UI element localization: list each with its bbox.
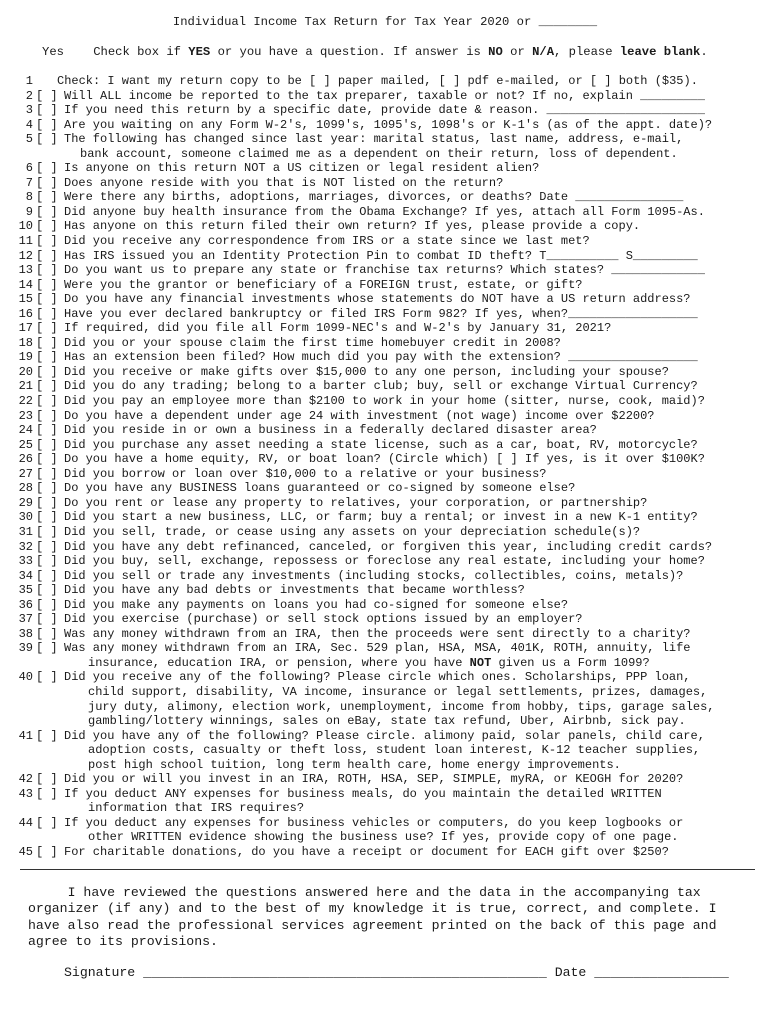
yes-checkbox[interactable]: [ ] xyxy=(36,452,58,467)
question-text: Did you make any payments on loans you had co-signed for someone else? xyxy=(64,597,569,612)
question-number: 40 xyxy=(18,670,33,685)
question-number: 7 xyxy=(25,175,33,190)
yes-checkbox[interactable]: [ ] xyxy=(36,190,58,205)
question-number: 14 xyxy=(18,277,33,292)
yes-checkbox[interactable]: [ ] xyxy=(36,626,58,641)
yes-checkbox[interactable]: [ ] xyxy=(36,437,58,452)
question-row-continuation xyxy=(16,656,761,671)
question-row-continuation xyxy=(16,830,761,845)
yes-checkbox[interactable]: [ ] xyxy=(36,408,58,423)
question-text: The following has changed since last year: marital status, last name, address, e-mail, xyxy=(64,132,684,147)
question-row xyxy=(16,118,761,133)
question-text: post high school tuition, long term health care, home energy improvements. xyxy=(88,757,621,772)
question-row xyxy=(16,249,761,264)
question-number: 30 xyxy=(18,510,33,525)
question-row xyxy=(16,816,761,831)
question-number: 26 xyxy=(18,452,33,467)
question-number: 11 xyxy=(18,234,33,249)
instructions-text: . xyxy=(700,45,708,59)
question-number: 2 xyxy=(25,88,33,103)
question-row xyxy=(16,540,761,555)
question-row-continuation xyxy=(16,147,761,162)
question-number: 22 xyxy=(18,394,33,409)
question-number: 37 xyxy=(18,612,33,627)
yes-checkbox[interactable]: [ ] xyxy=(36,350,58,365)
question-row xyxy=(16,307,761,322)
question-number: 1 xyxy=(25,74,33,88)
question-row xyxy=(16,190,761,205)
na-bold-text: N/A xyxy=(532,45,555,59)
question-text: Has anyone on this return filed their own return? If yes, please provide a copy. xyxy=(64,219,641,234)
yes-checkbox[interactable]: [ ] xyxy=(36,292,58,307)
question-number: 27 xyxy=(18,466,33,481)
question-text: Do you have a dependent under age 24 with investment (not wage) income over $2200? xyxy=(64,408,655,423)
question-text: Did you purchase any asset needing a state license, such as a car, boat, RV, motorcycle? xyxy=(64,437,698,452)
question-text: Was any money withdrawn from an IRA, then the proceeds were sent directly to a charity? xyxy=(64,626,691,641)
question-number: 45 xyxy=(18,844,33,859)
question-row xyxy=(16,496,761,511)
not-bold-text: NOT xyxy=(469,655,492,670)
question-number: 42 xyxy=(18,772,33,787)
instructions-text: Check box if xyxy=(93,45,189,59)
question-text: Do you have a home equity, RV, or boat loan? (Circle which) [ ] If yes, is it over $100K? xyxy=(64,452,705,467)
yes-checkbox[interactable]: [ ] xyxy=(36,423,58,438)
question-text: Did you receive or make gifts over $15,000 to any one person, including your spouse? xyxy=(64,364,669,379)
question-number: 41 xyxy=(18,728,33,743)
question-row xyxy=(16,263,761,278)
yes-checkbox[interactable]: [ ] xyxy=(36,277,58,292)
yes-checkbox[interactable]: [ ] xyxy=(36,524,58,539)
question-row xyxy=(16,365,761,380)
yes-bold-text: YES xyxy=(188,45,211,59)
question-text: Did you buy, sell, exchange, repossess or foreclose any real estate, including your home? xyxy=(64,554,705,569)
yes-checkbox[interactable]: [ ] xyxy=(36,117,58,132)
question-text: Did you reside in or own a business in a federally declared disaster area? xyxy=(64,423,597,438)
question-text: Will ALL income be reported to the tax preparer, taxable or not? If no, explain _________ xyxy=(64,88,705,103)
yes-checkbox[interactable]: [ ] xyxy=(36,772,58,787)
question-number: 10 xyxy=(18,219,33,234)
question-number: 6 xyxy=(25,161,33,176)
question-number: 17 xyxy=(18,321,33,336)
yes-checkbox[interactable]: [ ] xyxy=(36,612,58,627)
form-title: Individual Income Tax Return for Tax Year 2020 or ________ xyxy=(172,15,598,29)
question-number: 20 xyxy=(18,364,33,379)
question-number: 31 xyxy=(18,524,33,539)
question-row-continuation xyxy=(16,801,761,816)
question-row xyxy=(16,467,761,482)
question-number: 43 xyxy=(18,786,33,801)
yes-checkbox[interactable]: [ ] xyxy=(36,554,58,569)
yes-checkbox[interactable]: [ ] xyxy=(36,481,58,496)
question-row xyxy=(16,845,761,860)
signature-label: Signature xyxy=(64,965,136,980)
yes-checkbox[interactable]: [ ] xyxy=(36,103,58,118)
question-text: If you deduct ANY expenses for business meals, do you maintain the detailed WRITTEN xyxy=(64,786,662,801)
question-text: Have you ever declared bankruptcy or filed IRS Form 982? If yes, when?__________________ xyxy=(64,306,698,321)
yes-checkbox[interactable]: [ ] xyxy=(36,510,58,525)
question-text: Did you have any of the following? Please circle. alimony paid, solar panels, child care, xyxy=(64,728,705,743)
signature-line xyxy=(64,965,729,980)
question-number: 25 xyxy=(18,437,33,452)
question-text: Did you pay an employee more than $2100 to work in your home (sitter, nurse, cook, maid)? xyxy=(64,394,705,409)
question-number: 34 xyxy=(18,568,33,583)
question-number: 36 xyxy=(18,597,33,612)
question-text: Were there any births, adoptions, marriages, divorces, or deaths? Date _______________ xyxy=(64,190,684,205)
question-row xyxy=(16,598,761,613)
question-text: Has an extension been filed? How much did you pay with the extension? __________________ xyxy=(64,350,698,365)
question-text: insurance, education IRA, or pension, where you have NOT given us a Form 1099? xyxy=(88,655,650,670)
question-row xyxy=(16,510,761,525)
question-text: Did you exercise (purchase) or sell stock options issued by an employer? xyxy=(64,612,583,627)
question-text: Were you the grantor or beneficiary of a FOREIGN trust, estate, or gift? xyxy=(64,277,583,292)
yes-column-label: Yes xyxy=(42,45,64,59)
yes-checkbox[interactable]: [ ] xyxy=(36,641,58,656)
question-row xyxy=(16,161,761,176)
no-bold-text: NO xyxy=(488,45,503,59)
question-row xyxy=(16,74,761,89)
question-row xyxy=(16,379,761,394)
question-number: 8 xyxy=(25,190,33,205)
question-text: Did you or will you invest in an IRA, ROTH, HSA, SEP, SIMPLE, myRA, or KEOGH for 2020? xyxy=(64,772,684,787)
yes-checkbox[interactable]: [ ] xyxy=(36,466,58,481)
question-row xyxy=(16,612,761,627)
question-number: 16 xyxy=(18,306,33,321)
question-row xyxy=(16,205,761,220)
yes-checkbox[interactable]: [ ] xyxy=(36,88,58,103)
question-text: Did you have any bad debts or investments that became worthless? xyxy=(64,583,525,598)
question-row-continuation xyxy=(16,743,761,758)
question-text: Is anyone on this return NOT a US citizen or legal resident alien? xyxy=(64,161,540,176)
question-number: 4 xyxy=(25,117,33,132)
instructions-line xyxy=(42,45,708,59)
question-row xyxy=(16,423,761,438)
question-row-continuation xyxy=(16,685,761,700)
acknowledgement-paragraph: I have reviewed the questions answered here and the data in the accompanying tax organizer (if any) and to the best of my knowledge it is true, correct, and complete. I have also read the professional services agreement printed on the back of this page and agree to its provisions. xyxy=(28,885,725,950)
question-row xyxy=(16,234,761,249)
question-text: information that IRS requires? xyxy=(88,801,305,816)
question-text: If you need this return by a specific date, provide date & reason. ______________________ xyxy=(64,103,705,118)
question-text: gambling/lottery winnings, sales on eBay, state tax refund, Uber, Airbnb, sick pay. xyxy=(88,714,686,729)
question-row xyxy=(16,627,761,642)
question-number: 38 xyxy=(18,626,33,641)
yes-checkbox[interactable]: [ ] xyxy=(36,539,58,554)
question-text: adoption costs, casualty or theft loss, student loan interest, K-12 teacher supplies, xyxy=(88,743,701,758)
date-label: Date xyxy=(554,965,587,980)
question-number: 24 xyxy=(18,423,33,438)
question-row xyxy=(16,89,761,104)
question-row xyxy=(16,336,761,351)
question-text: Do you have any financial investments whose statements do NOT have a US return address? xyxy=(64,292,691,307)
question-row xyxy=(16,438,761,453)
question-text: Are you waiting on any Form W-2's, 1099's, 1095's, 1098's or K-1's (as of the appt. date)? xyxy=(64,117,713,132)
yes-checkbox[interactable]: [ ] xyxy=(36,670,58,685)
question-text: jury duty, alimony, election work, unemployment, income from hobby, tips, garage sales, xyxy=(88,699,715,714)
question-text: If you deduct any expenses for business vehicles or computers, do you keep logbooks or xyxy=(64,815,684,830)
divider xyxy=(20,869,755,870)
instructions-text: or xyxy=(502,45,533,59)
question-row xyxy=(16,176,761,191)
question-row xyxy=(16,103,761,118)
question-number: 33 xyxy=(18,554,33,569)
question-row xyxy=(16,729,761,744)
question-number: 9 xyxy=(25,204,33,219)
question-text: For charitable donations, do you have a receipt or document for EACH gift over $250? xyxy=(64,844,669,859)
question-row xyxy=(16,525,761,540)
question-text: Did you sell or trade any investments (including stocks, collectibles, coins, metals)? xyxy=(64,568,684,583)
question-text: Do you rent or lease any property to relatives, your corporation, or partnership? xyxy=(64,495,648,510)
yes-checkbox[interactable]: [ ] xyxy=(36,495,58,510)
yes-checkbox[interactable]: [ ] xyxy=(36,321,58,336)
question-text: other WRITTEN evidence showing the business use? If yes, provide copy of one page. xyxy=(88,830,679,845)
question-text: Did you have any debt refinanced, canceled, or forgiven this year, including credit cards? xyxy=(64,539,713,554)
question-row xyxy=(16,569,761,584)
question-text: Do you want us to prepare any state or franchise tax returns? Which states? _____________ xyxy=(64,263,705,278)
question-number: 35 xyxy=(18,583,33,598)
yes-checkbox[interactable]: [ ] xyxy=(36,306,58,321)
yes-checkbox[interactable]: [ ] xyxy=(36,379,58,394)
question-text: Did you receive any of the following? Please circle which ones. Scholarships, PPP loan, xyxy=(64,670,691,685)
question-number: 18 xyxy=(18,335,33,350)
question-text: Does anyone reside with you that is NOT listed on the return? xyxy=(64,175,504,190)
question-number: 39 xyxy=(18,641,33,656)
question-text: Was any money withdrawn from an IRA, Sec. 529 plan, HSA, MSA, 401K, ROTH, annuity, life xyxy=(64,641,691,656)
yes-checkbox[interactable]: [ ] xyxy=(36,583,58,598)
question-row-continuation xyxy=(16,700,761,715)
question-row xyxy=(16,452,761,467)
question-row xyxy=(16,219,761,234)
question-list xyxy=(16,74,761,860)
question-row xyxy=(16,670,761,685)
question-text: Did you sell, trade, or cease using any assets on your depreciation schedule(s)? xyxy=(64,524,641,539)
signature-field[interactable]: ___________________________________________________ xyxy=(143,965,547,980)
question-number: 13 xyxy=(18,263,33,278)
question-text: child support, disability, VA income, insurance or legal settlements, prizes, damages, xyxy=(88,684,708,699)
instructions-text: , please xyxy=(554,45,620,59)
question-text: Did you borrow or loan over $10,000 to a relative or your business? xyxy=(64,466,547,481)
yes-checkbox[interactable]: [ ] xyxy=(36,597,58,612)
question-text: Did you do any trading; belong to a barter club; buy, sell or exchange Virtual Currency? xyxy=(64,379,698,394)
instructions-text: or you have a question. If answer is xyxy=(210,45,489,59)
question-row xyxy=(16,772,761,787)
question-row xyxy=(16,583,761,598)
question-row xyxy=(16,132,761,147)
question-text: Has IRS issued you an Identity Protection Pin to combat ID theft? T__________ S_________ xyxy=(64,248,698,263)
yes-checkbox[interactable]: [ ] xyxy=(36,161,58,176)
yes-checkbox[interactable]: [ ] xyxy=(36,204,58,219)
yes-checkbox[interactable]: [ ] xyxy=(36,394,58,409)
yes-checkbox[interactable]: [ ] xyxy=(36,132,58,147)
yes-checkbox[interactable]: [ ] xyxy=(36,815,58,830)
question-number: 21 xyxy=(18,379,33,394)
question-row xyxy=(16,321,761,336)
question-text: Check: I want my return copy to be [ ] paper mailed, [ ] pdf e-mailed, or [ ] both ($35). xyxy=(57,74,698,88)
yes-checkbox[interactable]: [ ] xyxy=(36,248,58,263)
question-number: 32 xyxy=(18,539,33,554)
yes-checkbox[interactable]: [ ] xyxy=(36,335,58,350)
question-number: 15 xyxy=(18,292,33,307)
question-text: Did anyone buy health insurance from the Obama Exchange? If yes, attach all Form 1095-As. xyxy=(64,204,705,219)
question-number: 19 xyxy=(18,350,33,365)
question-text: Did you or your spouse claim the first time homebuyer credit in 2008? xyxy=(64,335,561,350)
yes-checkbox[interactable]: [ ] xyxy=(36,728,58,743)
yes-checkbox[interactable]: [ ] xyxy=(36,364,58,379)
question-number: 28 xyxy=(18,481,33,496)
question-row-continuation xyxy=(16,714,761,729)
leave-blank-bold-text: leave blank xyxy=(619,45,701,59)
yes-checkbox[interactable]: [ ] xyxy=(36,263,58,278)
question-row xyxy=(16,292,761,307)
question-row-continuation xyxy=(16,758,761,773)
yes-checkbox[interactable]: [ ] xyxy=(36,844,58,859)
question-number: 5 xyxy=(25,132,33,147)
question-text: bank account, someone claimed me as a dependent on their return, loss of dependent. xyxy=(80,146,678,161)
yes-checkbox[interactable]: [ ] xyxy=(36,234,58,249)
question-row xyxy=(16,350,761,365)
question-row xyxy=(16,554,761,569)
question-row xyxy=(16,481,761,496)
question-row xyxy=(16,278,761,293)
question-text: Did you receive any correspondence from IRS or a state since we last met? xyxy=(64,234,590,249)
question-row xyxy=(16,641,761,656)
question-text: If required, did you file all Form 1099-NEC's and W-2's by January 31, 2021? xyxy=(64,321,612,336)
yes-checkbox[interactable]: [ ] xyxy=(36,568,58,583)
question-text: Did you start a new business, LLC, or farm; buy a rental; or invest in a new K-1 entity? xyxy=(64,510,698,525)
yes-checkbox[interactable]: [ ] xyxy=(36,219,58,234)
question-row xyxy=(16,409,761,424)
question-number: 44 xyxy=(18,815,33,830)
question-number: 12 xyxy=(18,248,33,263)
date-field[interactable]: _________________ xyxy=(594,965,729,980)
question-number: 3 xyxy=(25,103,33,118)
question-text: Do you have any BUSINESS loans guaranteed or co-signed by someone else? xyxy=(64,481,576,496)
question-number: 23 xyxy=(18,408,33,423)
question-number: 29 xyxy=(18,495,33,510)
yes-checkbox[interactable]: [ ] xyxy=(36,175,58,190)
yes-checkbox[interactable]: [ ] xyxy=(36,786,58,801)
question-row xyxy=(16,394,761,409)
question-row xyxy=(16,787,761,802)
